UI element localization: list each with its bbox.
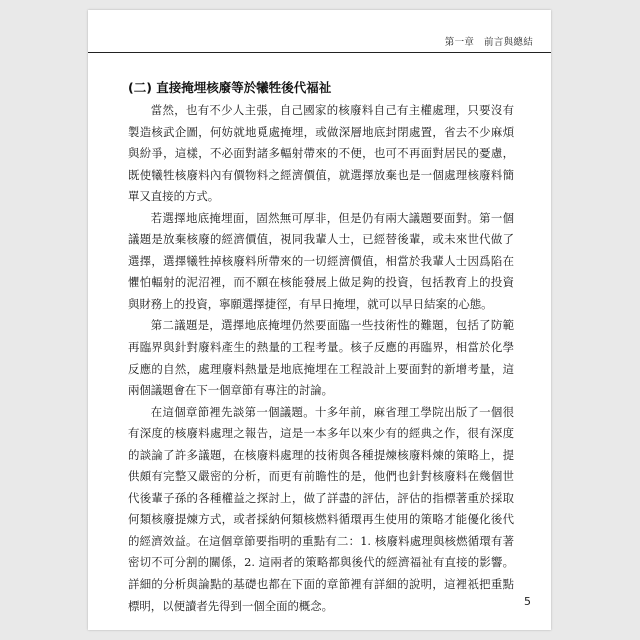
section-title: (二) 直接掩埋核廢等於犧牲後代福祉 (128, 80, 332, 95)
header-rule (88, 52, 551, 53)
page-number: 5 (524, 595, 531, 608)
paragraph: 第二議題是，選擇地底掩埋仍然要面臨一些技術性的難題，包括了防範再臨界與針對廢料產生的熱量的工程考量。核子反應的再臨界，相當於化學反應的自然，處理廢料熱量是地底掩埋在工程設計上要面對的新增考量，這兩個議題會在下一個章節有專注的討論。 (128, 318, 514, 398)
book-page (88, 10, 551, 630)
body-text (128, 100, 514, 617)
paragraph: 在這個章節裡先談第一個議題。十多年前，麻省理工學院出版了一個很有深度的核廢料處理之報告，這是一本多年以來少有的經典之作，很有深度的談論了許多議題，在核廢料處理的技術與各種提煉核廢料煉的策略上，提供頗有完整又嚴密的分析，而更有前瞻性的是，他們也針對核廢料在幾個世代後輩子孫的各種權益之探討上，做了詳盡的評估，評估的指標著重於採取何類核廢提煉方式，或者採納何類核燃料循環再生使用的策略才能優化後代的經濟效益。在這個章節要指明的重點有二：1. 核廢料處理與核燃循環有著密切不可分割的關係，2. 這兩者的策略都與後代的經濟福祉有直接的影響。詳細的分析與論點的基礎也都在下面的章節裡有詳細的說明，這裡祇把重點標明，以便讀者先得到一個全面的概念。 (128, 404, 514, 613)
paragraph: 當然，也有不少人主張，自己國家的核廢料自己有主權處理，只要沒有製造核武企圖，何妨就地覓處掩埋，或做深層地底封閉處置，省去不少麻煩與紛爭，這樣，不必面對諸多輻射帶來的不便，也可不再面對居民的憂慮，既使犧牲核廢料內有價物料之經濟價值，就選擇放棄也是一個處理核廢料簡單又直接的方式。 (128, 103, 514, 204)
running-head: 第一章 前言與總結 (444, 37, 533, 48)
paragraph: 若選擇地底掩埋面，固然無可厚非，但是仍有兩大議題要面對。第一個議題是放棄核廢的經濟價值，視同我輩人士，已經替後輩，或未來世代做了選擇，選擇犧牲掉核廢料所帶來的一切經濟價值，相當於我輩人士因爲陷在懼怕輻射的泥沼裡，而不願在核能發展上做足夠的投資，包括教育上的投資與財務上的投資，寧願選擇捷徑，有早日掩埋，就可以早日結案的心態。 (128, 210, 514, 311)
